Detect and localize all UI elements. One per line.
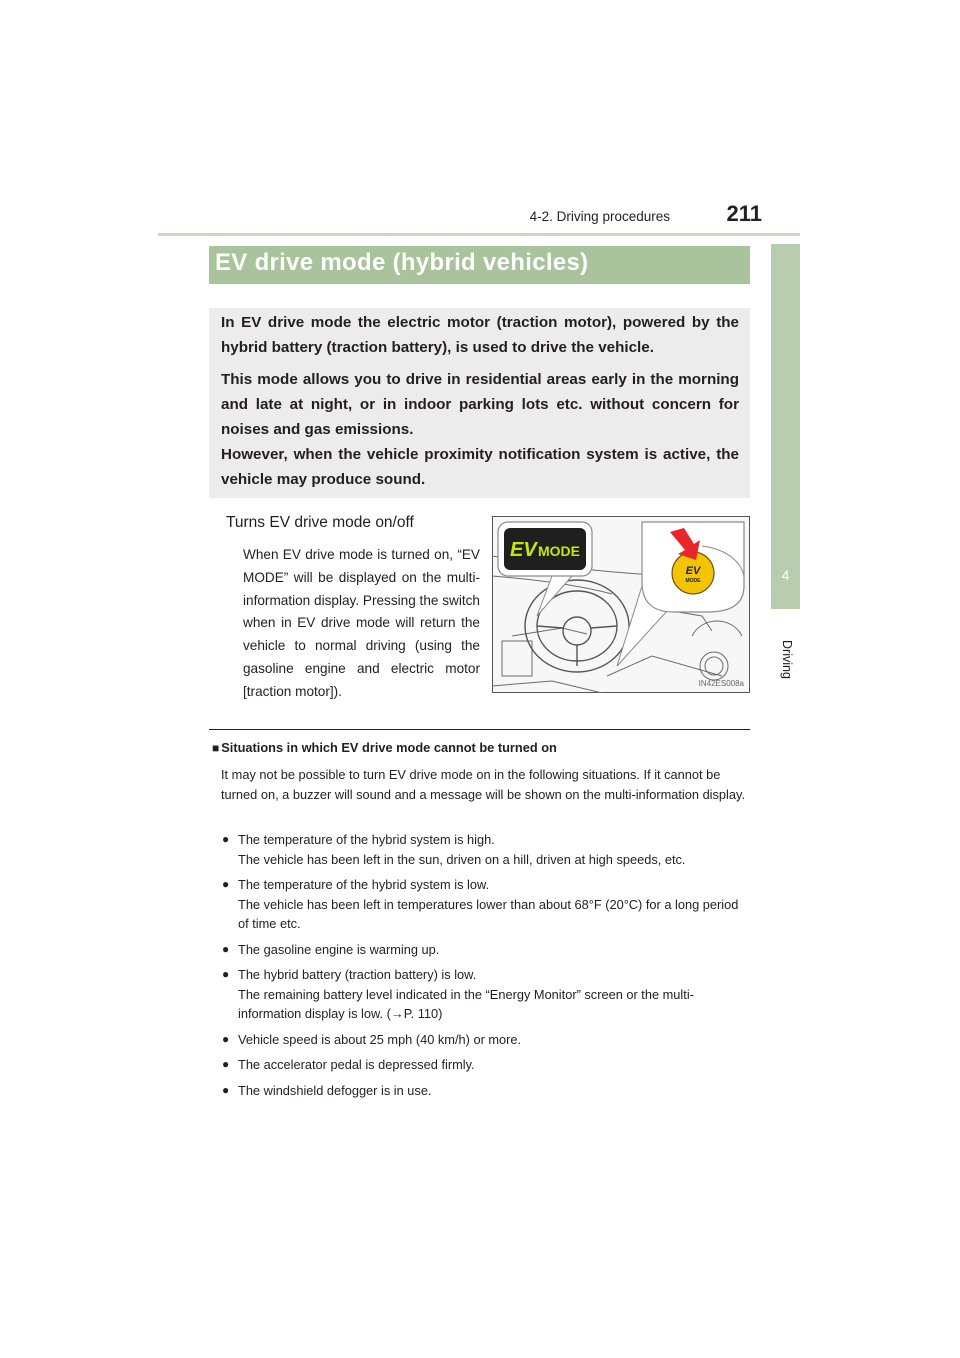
bullet-dot-icon: ● [222, 877, 230, 891]
list-item [222, 1081, 752, 1101]
switch-description: When EV drive mode is turned on, “EV MODE” will be displayed on the multi-information display. Pressing the switch when in EV drive mode will return the vehicle to normal driving (using the gasoline engine and electric motor [traction motor]). [243, 547, 480, 699]
page-title: EV drive mode (hybrid vehicles) [215, 249, 589, 276]
list-item [222, 875, 752, 934]
note-body: It may not be possible to turn EV drive mode on in the following situations. If it cannot be turned on, a buzzer will sound and a message will be shown on the multi-information display. [221, 767, 746, 802]
note-heading [212, 740, 557, 755]
bullet-main: Vehicle speed is about 25 mph (40 km/h) or more. [238, 1032, 522, 1047]
bullet-dot-icon: ● [222, 1083, 230, 1097]
bullet-main: The hybrid battery (traction battery) is low. [238, 967, 477, 982]
list-item [222, 940, 752, 960]
bullet-main: The temperature of the hybrid system is low. [238, 877, 490, 892]
bullet-main: The gasoline engine is warming up. [238, 942, 440, 957]
chapter-label: Driving [780, 640, 794, 679]
chapter-number: 4 [781, 567, 790, 583]
list-item [222, 1030, 752, 1050]
section-title: 4-2. Driving procedures [529, 209, 670, 224]
bullet-sub: The vehicle has been left in the sun, driven on a hill, driven at high speeds, etc. [238, 851, 686, 867]
bullet-dot-icon: ● [222, 967, 230, 981]
list-item [222, 830, 752, 869]
button-ev-text: EV [685, 565, 701, 577]
intro-paragraph: This mode allows you to drive in residential areas early in the morning and late at night, or in indoor parking lots etc. without concern for noises and gas emissions. [221, 371, 739, 438]
section-divider [209, 729, 750, 730]
note-heading-text: Situations in which EV drive mode cannot be turned on [221, 740, 557, 755]
bullet-main: The windshield defogger is in use. [238, 1083, 432, 1098]
bullet-dot-icon: ● [222, 1057, 230, 1071]
display-ev-text: EV [510, 539, 537, 561]
chapter-tab [771, 244, 800, 609]
ev-mode-switch-illustration [492, 516, 750, 693]
bullet-main: The temperature of the hybrid system is high. [238, 832, 495, 847]
bullet-sub: The vehicle has been left in temperatures lower than about 68°F (20°C) for a long period of time etc. [238, 896, 739, 931]
list-item [222, 1055, 752, 1075]
illustration-code: IN42ES008a [698, 679, 744, 688]
bullet-sub: The remaining battery level indicated in the “Energy Monitor” screen or the multi-information display is low. (→P. 110) [238, 986, 694, 1021]
display-mode-text: MODE [538, 543, 580, 559]
bullet-dot-icon: ● [222, 1032, 230, 1046]
square-bullet-icon: ■ [212, 741, 220, 755]
switch-title: Turns EV drive mode on/off [226, 514, 414, 531]
intro-paragraph: In EV drive mode the electric motor (traction motor), powered by the hybrid battery (traction battery), is used to drive the vehicle. [221, 314, 739, 356]
intro-paragraph: However, when the vehicle proximity notification system is active, the vehicle may produce sound. [221, 446, 739, 488]
bullet-main: The accelerator pedal is depressed firmly. [238, 1057, 475, 1072]
button-mode-text: MODE [685, 578, 701, 584]
page-number: 211 [726, 201, 762, 226]
list-item [222, 965, 752, 1024]
bullet-dot-icon: ● [222, 832, 230, 846]
header-rule [158, 233, 800, 236]
bullet-dot-icon: ● [222, 942, 230, 956]
